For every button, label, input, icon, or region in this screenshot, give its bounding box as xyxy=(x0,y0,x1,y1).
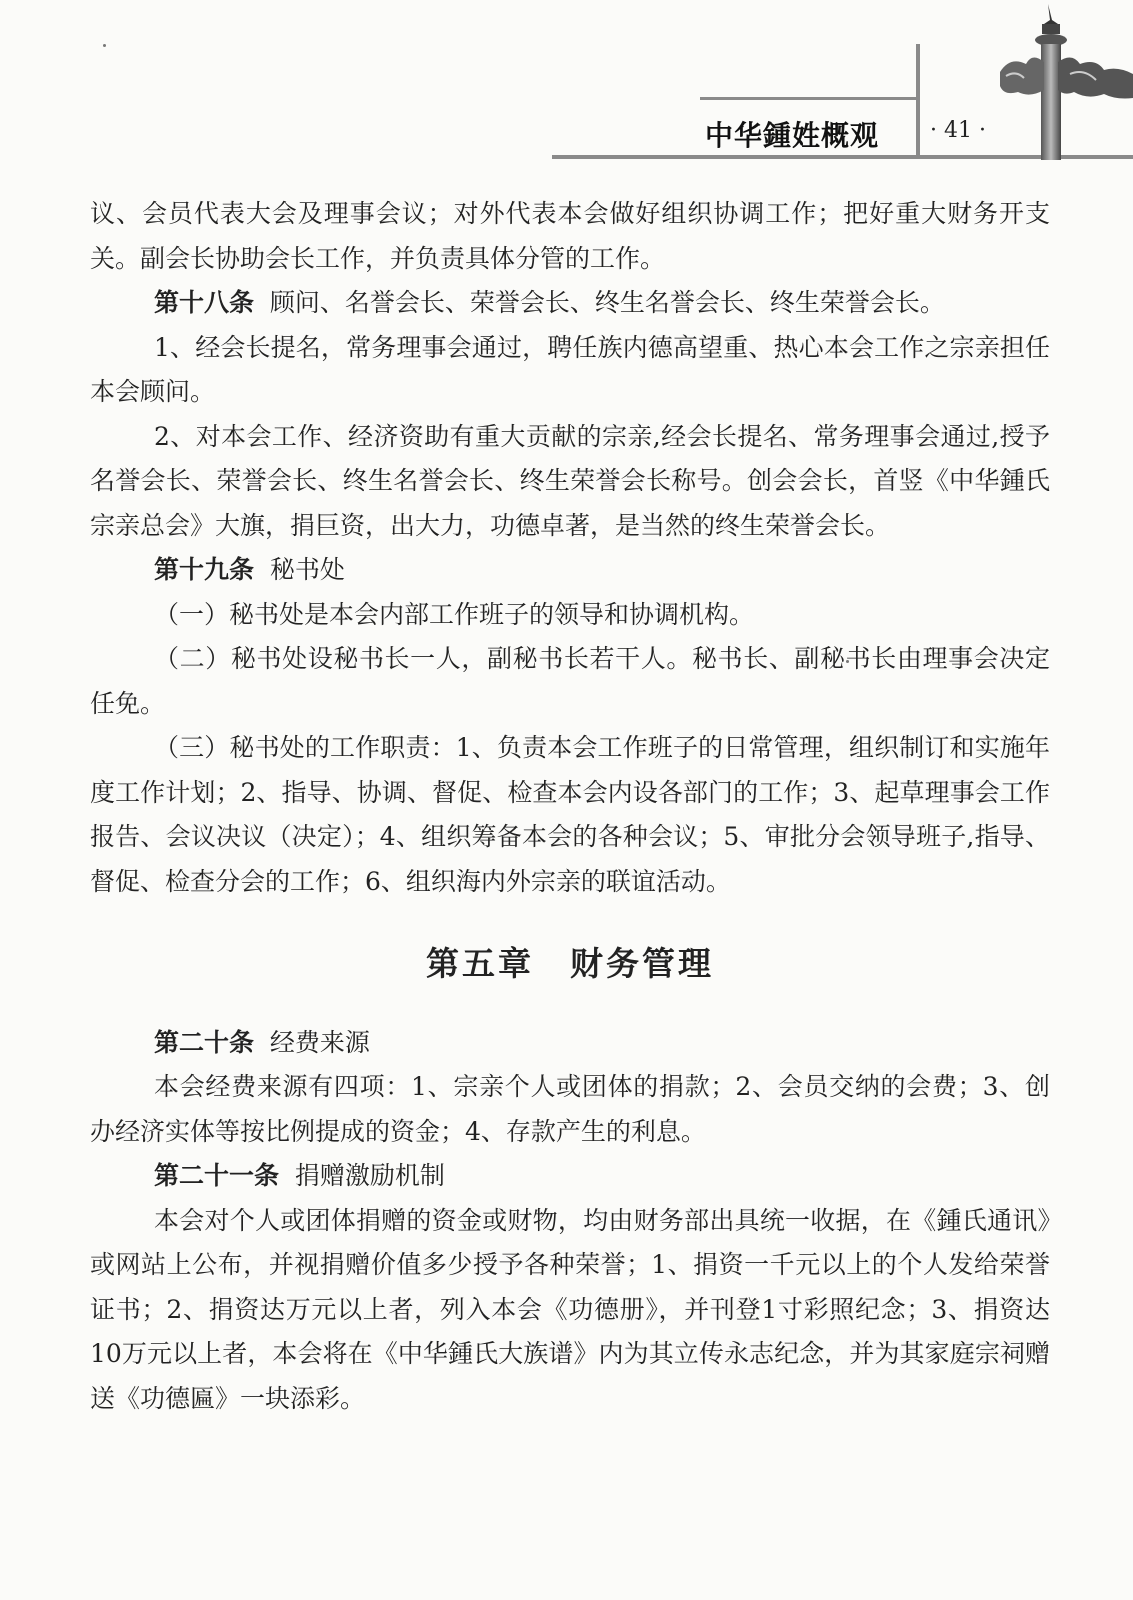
chapter-title: 财务管理 xyxy=(570,944,714,983)
page-number: · 41 · xyxy=(930,118,986,143)
article-title: 捐赠激励机制 xyxy=(294,1161,445,1190)
paragraph: 本会对个人或团体捐赠的资金或财物，均由财务部出具统一收据，在《鍾氏通讯》或网站上公布，并视捐赠价值多少授予各种荣誉；1、捐资一千元以上的个人发给荣誉证书；2、捐资达万元以上者，列入本会《功德册》，并刊登1寸彩照纪念；3、捐资达10万元以上者，本会将在《中华鍾氏大族谱》内为其立传永志纪念，并为其家庭宗祠赠送《功德匾》一块添彩。 xyxy=(90,1205,1050,1413)
chapter-number: 第五章 xyxy=(426,944,534,983)
article-19-heading xyxy=(90,548,1050,593)
article-title: 秘书处 xyxy=(269,555,345,584)
paragraph: （一）秘书处是本会内部工作班子的领导和协调机构。 xyxy=(154,599,755,629)
article-18-heading xyxy=(90,281,1050,326)
paragraph: 1、经会长提名，常务理事会通过，聘任族内德高望重、热心本会工作之宗亲担任本会顾问。 xyxy=(90,332,1050,406)
page-body xyxy=(90,192,1050,1421)
speck xyxy=(103,44,106,47)
paragraph: 本会经费来源有四项：1、宗亲个人或团体的捐款；2、会员交纳的会费；3、创办经济实体等按比例提成的资金；4、存款产生的利息。 xyxy=(90,1072,1050,1146)
paragraph: （二）秘书处设秘书长一人，副秘书长若干人。秘书长、副秘书长由理事会决定任免。 xyxy=(90,644,1050,718)
article-title: 经费来源 xyxy=(269,1027,370,1057)
article-number: 第十九条 xyxy=(154,555,255,584)
article-20-heading xyxy=(90,1021,1050,1066)
article-title: 顾问、名誉会长、荣誉会长、终生名誉会长、终生荣誉会长。 xyxy=(269,288,945,317)
header-vertical-rule xyxy=(916,44,920,157)
article-number: 第十八条 xyxy=(154,288,255,317)
paragraph: 2、对本会工作、经济资助有重大贡献的宗亲,经会长提名、常务理事会通过,授予名誉会长、荣誉会长、终生名誉会长、终生荣誉会长称号。创会会长，首竖《中华鍾氏宗亲总会》大旗，捐巨资，出大力，功德卓著，是当然的终生荣誉会长。 xyxy=(90,421,1050,540)
article-number: 第二十一条 xyxy=(154,1161,280,1190)
chapter-heading xyxy=(90,942,1050,987)
article-number: 第二十条 xyxy=(154,1027,255,1057)
article-21-heading xyxy=(90,1154,1050,1199)
paragraph: （三）秘书处的工作职责：1、负责本会工作班子的日常管理，组织制订和实施年度工作计划；2、指导、协调、督促、检查本会内设各部门的工作；3、起草理事会工作报告、会议决议（决定）；4、组织筹备本会的各种会议；5、审批分会领导班子,指导、督促、检查分会的工作；6、组织海内外宗亲的联谊活动。 xyxy=(90,733,1050,896)
huabiao-pillar-icon xyxy=(1000,0,1133,160)
running-header-title: 中华鍾姓概观 xyxy=(705,119,880,152)
header-upper-rule xyxy=(700,97,920,100)
paragraph: 议、会员代表大会及理事会议；对外代表本会做好组织协调工作；把好重大财务开支关。副会长协助会长工作，并负责具体分管的工作。 xyxy=(90,199,1050,273)
